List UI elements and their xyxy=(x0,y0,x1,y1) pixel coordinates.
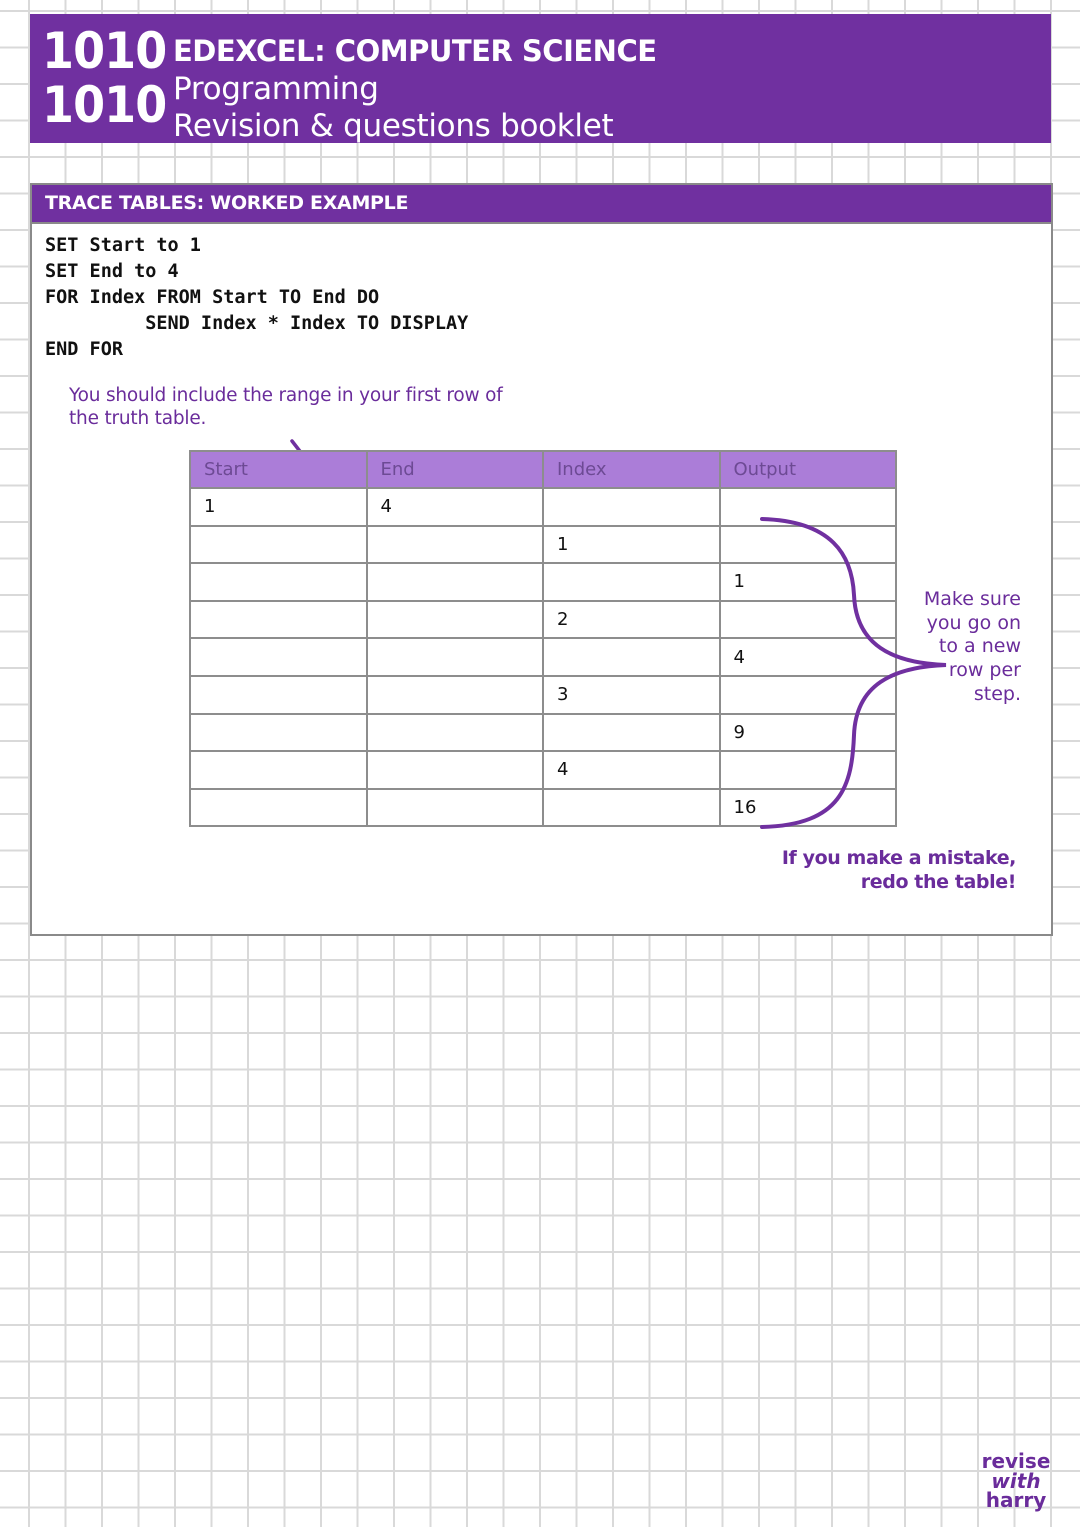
column-header-end: End xyxy=(367,451,544,488)
table-row xyxy=(190,676,896,714)
table-cell xyxy=(543,563,720,601)
table-cell xyxy=(720,526,897,564)
logo-line-2: 1010 xyxy=(42,76,167,134)
table-cell xyxy=(720,601,897,639)
table-row xyxy=(190,563,896,601)
mistake-note: If you make a mistake, redo the table! xyxy=(781,847,1016,893)
table-cell xyxy=(190,751,367,789)
table-cell: 4 xyxy=(543,751,720,789)
page-subtitle: Programming xyxy=(173,71,379,107)
table-cell xyxy=(190,526,367,564)
table-cell: 9 xyxy=(720,714,897,752)
booklet-label: Revision & questions booklet xyxy=(173,108,614,144)
brand-logo xyxy=(974,1449,1058,1512)
brand-line-3: harry xyxy=(985,1488,1047,1512)
code-line: END FOR xyxy=(45,339,123,360)
table-cell xyxy=(543,488,720,526)
table-cell xyxy=(190,563,367,601)
table-cell xyxy=(543,789,720,827)
table-cell xyxy=(190,714,367,752)
column-header-start: Start xyxy=(190,451,367,488)
header-banner xyxy=(30,14,1051,143)
table-cell: 1 xyxy=(543,526,720,564)
table-cell xyxy=(543,638,720,676)
logo-line-1: 1010 xyxy=(42,22,167,80)
trace-table xyxy=(189,450,897,827)
table-cell xyxy=(720,488,897,526)
table-cell xyxy=(367,526,544,564)
table-row xyxy=(190,789,896,827)
table-cell xyxy=(367,563,544,601)
worked-example-card xyxy=(30,183,1053,936)
table-cell: 1 xyxy=(190,488,367,526)
table-cell: 4 xyxy=(367,488,544,526)
column-header-output: Output xyxy=(720,451,897,488)
table-row xyxy=(190,714,896,752)
table-row xyxy=(190,526,896,564)
table-cell: 16 xyxy=(720,789,897,827)
table-cell xyxy=(367,676,544,714)
code-line: SET End to 4 xyxy=(45,261,179,282)
table-cell: 4 xyxy=(720,638,897,676)
table-cell xyxy=(190,638,367,676)
code-line: SEND Index * Index TO DISPLAY xyxy=(45,313,469,334)
table-cell xyxy=(367,751,544,789)
table-cell xyxy=(720,751,897,789)
range-note: You should include the range in your first row of the truth table. xyxy=(69,385,503,429)
table-cell xyxy=(190,789,367,827)
table-cell xyxy=(543,714,720,752)
table-row xyxy=(190,601,896,639)
table-cell xyxy=(190,676,367,714)
table-cell xyxy=(367,789,544,827)
binary-logo-icon xyxy=(42,22,167,134)
table-row xyxy=(190,488,896,526)
new-row-note: Make sure you go on to a new row per step. xyxy=(923,588,1021,705)
table-cell: 2 xyxy=(543,601,720,639)
section-heading: TRACE TABLES: WORKED EXAMPLE xyxy=(32,185,1051,224)
brand-line-1: revise xyxy=(981,1449,1051,1473)
table-cell xyxy=(367,601,544,639)
table-cell: 3 xyxy=(543,676,720,714)
table-row xyxy=(190,638,896,676)
table-cell: 1 xyxy=(720,563,897,601)
code-line: FOR Index FROM Start TO End DO xyxy=(45,287,380,308)
table-cell xyxy=(720,676,897,714)
table-cell xyxy=(367,638,544,676)
table-header-row xyxy=(190,451,896,488)
table-row xyxy=(190,751,896,789)
table-cell xyxy=(367,714,544,752)
brand-line-2: with xyxy=(991,1468,1041,1493)
column-header-index: Index xyxy=(543,451,720,488)
page-title: EDEXCEL: COMPUTER SCIENCE xyxy=(173,34,657,68)
code-line: SET Start to 1 xyxy=(45,235,201,256)
table-cell xyxy=(190,601,367,639)
